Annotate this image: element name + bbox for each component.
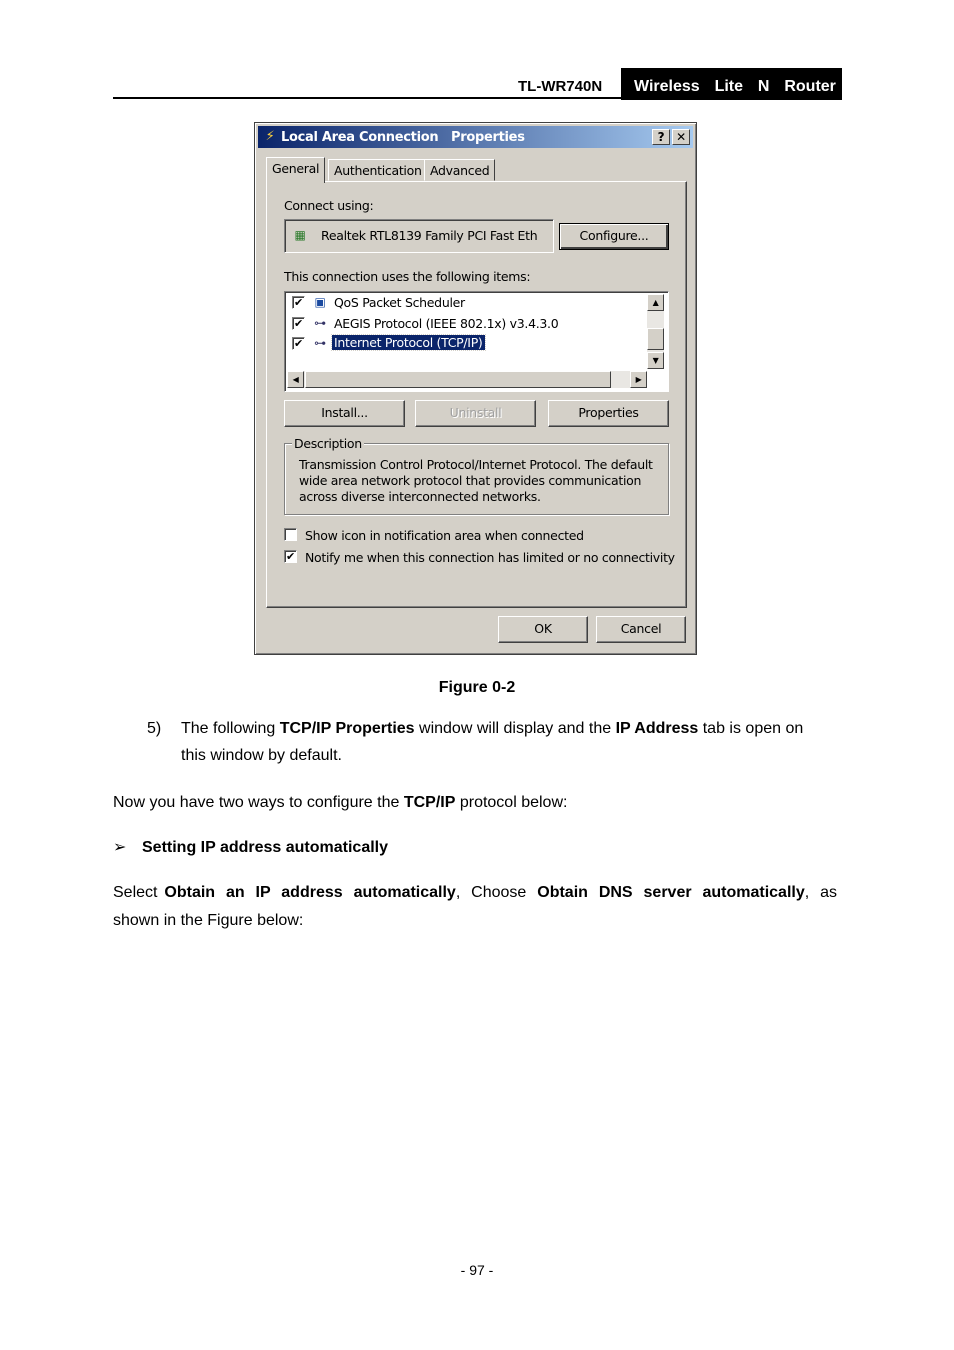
ok-button[interactable]: OK <box>498 616 588 643</box>
description-title: Description <box>294 436 362 451</box>
scroll-thumb[interactable] <box>647 328 664 350</box>
dialog-title: Local Area Connection Properties <box>281 130 525 145</box>
scroll-right-icon[interactable]: ▶ <box>630 371 647 388</box>
notify-label: Notify me when this connection has limited or no connectivity <box>305 550 675 565</box>
item-label-selected: Internet Protocol (TCP/IP) <box>334 335 483 350</box>
notify-checkbox[interactable]: ✔ <box>284 550 297 563</box>
instruction-line-2: shown in the Figure below: <box>113 912 304 929</box>
help-icon[interactable]: ? <box>652 129 670 145</box>
install-button[interactable]: Install... <box>284 400 405 427</box>
adapter-name: Realtek RTL8139 Family PCI Fast Eth <box>321 228 537 243</box>
header-product-box <box>621 68 842 100</box>
step-number: 5) <box>147 720 162 737</box>
connect-using-label: Connect using: <box>284 198 374 213</box>
scheduler-icon: ▣ <box>314 295 326 309</box>
tab-general[interactable]: General <box>266 157 325 183</box>
scroll-left-icon[interactable]: ◀ <box>287 371 304 388</box>
adapter-field <box>284 219 554 253</box>
step-line-1: The following TCP/IP Properties window will display and the IP Address tab is open on <box>181 720 804 737</box>
header-product: Wireless Lite N Router <box>634 78 836 95</box>
network-protocol-icon: ⊶ <box>314 316 326 330</box>
show-icon-label: Show icon in notification area when connected <box>305 528 584 543</box>
description-line: across diverse interconnected networks. <box>299 489 541 504</box>
dialog-titlebar[interactable] <box>258 126 693 148</box>
step-line-2: this window by default. <box>181 747 342 764</box>
intro-paragraph: Now you have two ways to configure the TCP/IP protocol below: <box>113 794 568 811</box>
item-checkbox-qos[interactable]: ✔ <box>292 296 305 309</box>
close-icon[interactable]: ✕ <box>672 129 690 145</box>
tab-advanced[interactable]: Advanced <box>424 159 495 181</box>
cancel-button[interactable]: Cancel <box>596 616 686 643</box>
header-rule <box>113 97 842 99</box>
bullet-marker-icon: ➢ <box>113 839 127 856</box>
description-line: wide area network protocol that provides communication <box>299 473 642 488</box>
item-checkbox-aegis[interactable]: ✔ <box>292 317 305 330</box>
network-adapter-icon: ▦ <box>294 228 306 242</box>
header-model: TL-WR740N <box>518 78 603 95</box>
properties-dialog <box>254 122 697 655</box>
components-list <box>284 291 669 392</box>
scroll-down-icon[interactable]: ▼ <box>647 352 664 369</box>
item-label: AEGIS Protocol (IEEE 802.1x) v3.4.3.0 <box>334 316 559 331</box>
properties-button[interactable]: Properties <box>548 400 669 427</box>
configure-button[interactable]: Configure... <box>559 223 669 250</box>
figure-caption: Figure 0-2 <box>438 679 516 696</box>
show-icon-checkbox[interactable] <box>284 528 297 541</box>
scroll-up-icon[interactable]: ▲ <box>647 294 664 311</box>
items-label: This connection uses the following items: <box>284 269 531 284</box>
instruction-line-1: Select Obtain an IP address automatically, Choose Obtain DNS server automatically, as <box>113 884 837 901</box>
uninstall-button[interactable]: Uninstall <box>415 400 536 427</box>
description-line: Transmission Control Protocol/Internet Protocol. The default <box>299 457 653 472</box>
network-connection-icon: ⚡ <box>265 129 275 144</box>
item-label: QoS Packet Scheduler <box>334 295 465 310</box>
tab-authentication[interactable]: Authentication <box>328 159 428 181</box>
network-protocol-icon: ⊶ <box>314 336 326 350</box>
page-number: - 97 - <box>460 1262 494 1278</box>
bullet-heading: Setting IP address automatically <box>142 839 389 856</box>
horizontal-scroll-thumb[interactable] <box>305 371 611 388</box>
item-checkbox-tcpip[interactable]: ✔ <box>292 337 305 350</box>
